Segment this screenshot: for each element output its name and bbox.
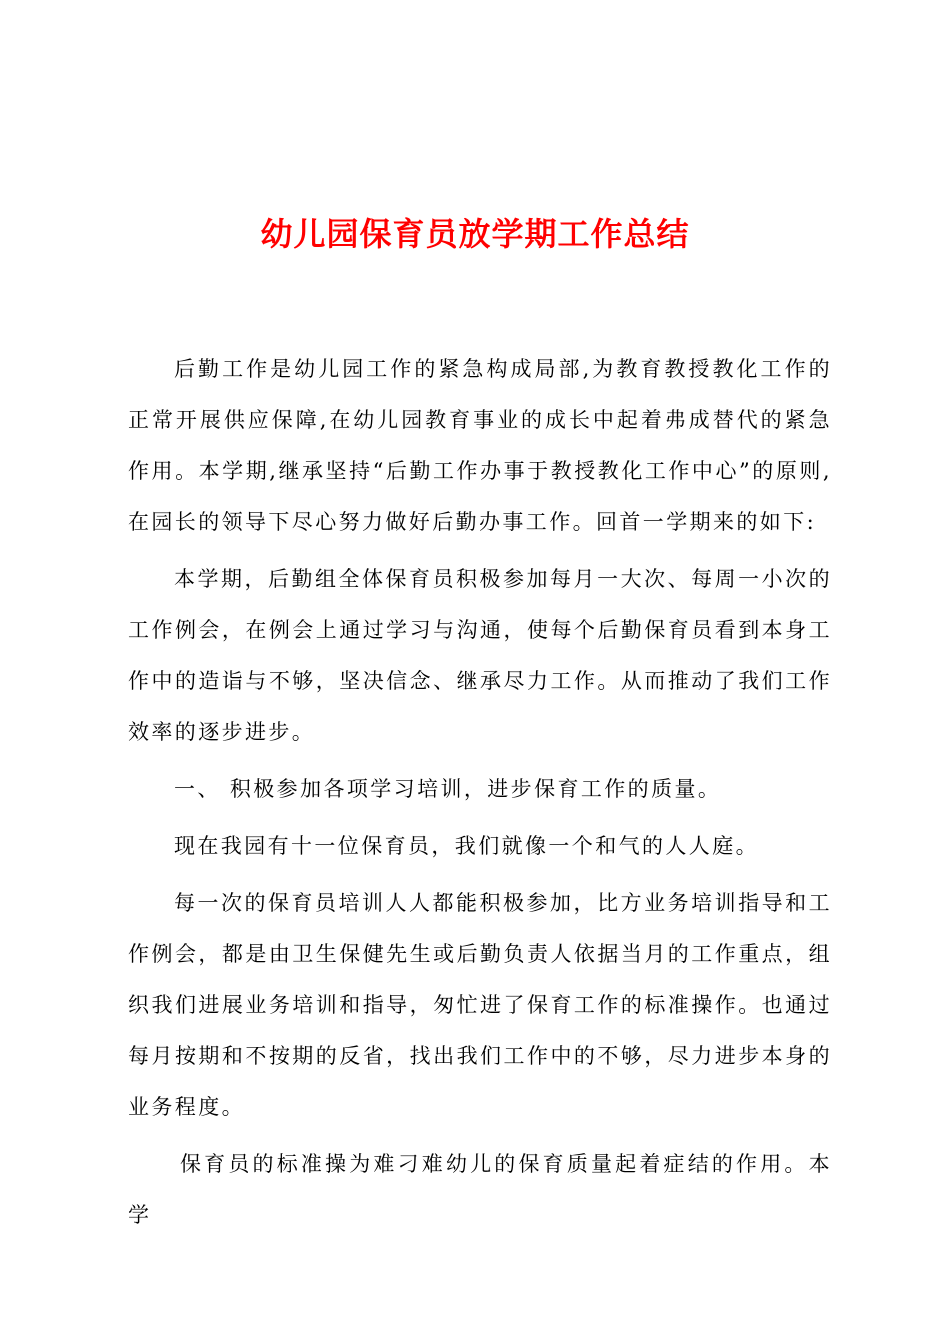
paragraph-2: 本学期，后勤组全体保育员积极参加每月一大次、每周一小次的工作例会，在例会上通过学习与沟通，使每个后勤保育员看到本身工作中的造诣与不够，坚决信念、继承尽力工作。从而推动了我们工作效率的逐步进步。 <box>128 567 832 744</box>
section-heading-1: 一、 积极参加各项学习培训，进步保育工作的质量。 <box>174 777 722 801</box>
paragraph-3: 现在我园有十一位保育员，我们就像一个和气的人人庭。 <box>174 834 759 858</box>
document-title: 幼儿园保育员放学期工作总结 <box>260 215 690 253</box>
paragraph-1: 后勤工作是幼儿园工作的紧急构成局部,为教育教授教化工作的正常开展供应保障,在幼儿园教育事业的成长中起着弗成替代的紧急作用。本学期,继承坚持“后勤工作办事于教授教化工作中心”的原则,在园长的领导下尽心努力做好后勤办事工作。回首一学期来的如下: <box>128 357 832 534</box>
paragraph-5: 保育员的标准操为难刁难幼儿的保育质量起着症结的作用。本学 <box>128 1152 832 1227</box>
document-body <box>128 344 832 1241</box>
paragraph-4: 每一次的保育员培训人人都能积极参加，比方业务培训指导和工作例会，都是由卫生保健先生或后勤负责人依据当月的工作重点，组织我们进展业务培训和指导，匆忙进了保育工作的标准操作。也通过每月按期和不按期的反省，找出我们工作中的不够，尽力进步本身的业务程度。 <box>128 891 832 1119</box>
